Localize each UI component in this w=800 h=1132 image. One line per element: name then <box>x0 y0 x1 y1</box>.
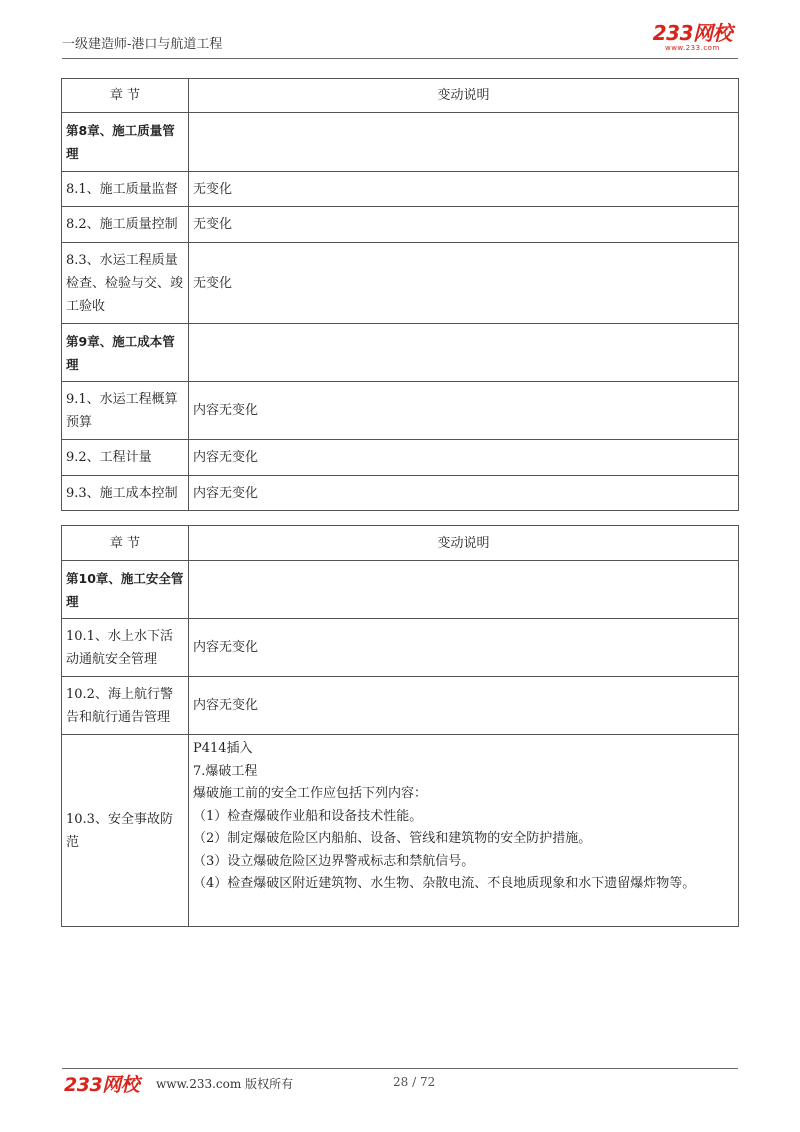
section-title: 10.3、安全事故防范 <box>62 735 189 927</box>
insert-reference: P414插入 <box>193 741 253 756</box>
footer-brand-logo[interactable]: 233网校 <box>64 1074 140 1096</box>
section-title: 8.3、水运工程质量检查、检验与交、竣工验收 <box>62 243 189 324</box>
brand-logo-text: 233网校 <box>652 21 732 45</box>
change-description: 内容无变化 <box>189 440 739 476</box>
change-description: 无变化 <box>189 207 739 243</box>
table-row <box>62 476 739 511</box>
brand-logo[interactable] <box>653 22 732 52</box>
change-description: 无变化 <box>189 172 739 207</box>
section-title: 10.1、水上水下活动通航安全管理 <box>62 619 189 677</box>
table-row <box>62 113 739 172</box>
change-description: 内容无变化 <box>189 677 739 735</box>
chapter-title: 第8章、施工质量管理 <box>62 113 189 172</box>
footer-copyright: www.233.com 版权所有 <box>156 1077 294 1091</box>
change-description: 内容无变化 <box>189 619 739 677</box>
table-row <box>62 207 739 243</box>
table-row <box>62 440 739 476</box>
chapter-title: 第10章、施工安全管理 <box>62 561 189 619</box>
column-header-description: 变动说明 <box>189 526 739 561</box>
change-description <box>189 561 739 619</box>
change-description: 内容无变化 <box>189 476 739 511</box>
table-header-row <box>62 79 739 113</box>
column-header-section: 章 节 <box>62 526 189 561</box>
change-description <box>189 324 739 382</box>
section-title: 8.1、施工质量监督 <box>62 172 189 207</box>
list-item: （2）制定爆破危险区内船舶、设备、管线和建筑物的安全防护措施。 <box>193 831 592 846</box>
section-title: 10.2、海上航行警告和航行通告管理 <box>62 677 189 735</box>
subsection-heading: 7.爆破工程 <box>193 763 258 779</box>
change-description: 内容无变化 <box>189 382 739 440</box>
table-row <box>62 677 739 735</box>
column-header-description: 变动说明 <box>189 79 739 113</box>
changes-table-chapters-8-9 <box>61 78 739 511</box>
page-header <box>62 22 738 58</box>
list-item: （1）检查爆破作业船和设备技术性能。 <box>193 808 423 824</box>
change-description: 无变化 <box>189 243 739 324</box>
column-header-section: 章 节 <box>62 79 189 113</box>
chapter-title: 第9章、施工成本管理 <box>62 324 189 382</box>
section-title: 8.2、施工质量控制 <box>62 207 189 243</box>
table-row <box>62 382 739 440</box>
table-row <box>62 619 739 677</box>
table-row <box>62 324 739 382</box>
table-row <box>62 243 739 324</box>
changes-table-chapter-10 <box>61 525 739 927</box>
page-number: 28 / 72 <box>393 1075 436 1089</box>
section-title: 9.2、工程计量 <box>62 440 189 476</box>
list-item: （3）设立爆破危险区边界警戒标志和禁航信号。 <box>193 853 475 869</box>
table-row <box>62 561 739 619</box>
table-row <box>62 172 739 207</box>
change-description <box>189 113 739 172</box>
document-title: 一级建造师-港口与航道工程 <box>62 37 223 52</box>
brand-logo-url: www.233.com <box>664 44 720 52</box>
list-item: （4）检查爆破区附近建筑物、水生物、杂散电流、不良地质现象和水下遗留爆炸物等。 <box>193 876 696 891</box>
table-row <box>62 735 739 927</box>
section-title: 9.1、水运工程概算预算 <box>62 382 189 440</box>
section-title: 9.3、施工成本控制 <box>62 476 189 511</box>
footer-divider <box>62 1068 738 1069</box>
change-description <box>189 735 739 927</box>
paragraph-line: 爆破施工前的安全工作应包括下列内容： <box>193 786 428 801</box>
header-divider <box>62 58 738 59</box>
table-header-row <box>62 526 739 561</box>
